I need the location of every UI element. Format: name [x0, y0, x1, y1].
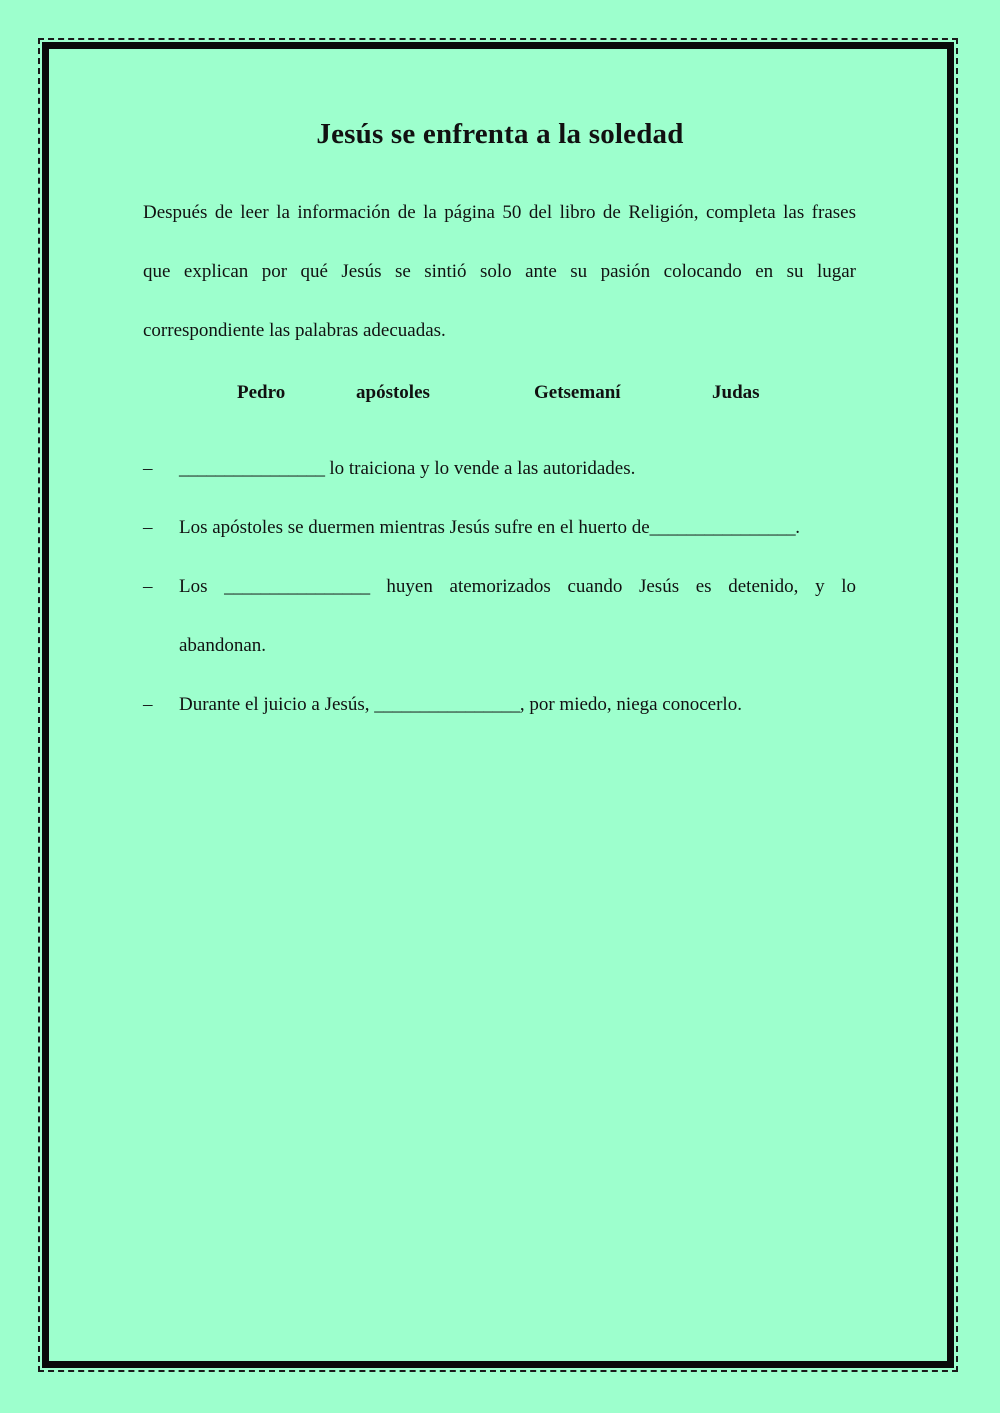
answer-blank[interactable]: ________________	[179, 458, 325, 479]
exercise-text-before: Los apóstoles se duermen mientras Jesús sufre en el huerto de	[179, 517, 650, 538]
exercise-text	[179, 439, 856, 498]
exercise-text	[179, 675, 856, 734]
dash-bullet: –	[143, 517, 153, 538]
exercise-text-after: lo traiciona y lo vende a las autoridades.	[324, 458, 636, 479]
word-bank-item[interactable]: Judas	[712, 382, 760, 403]
exercise-text	[179, 498, 856, 557]
instructions-line-3: correspondiente las palabras adecuadas.	[143, 320, 446, 341]
exercise-item-3-continuation	[143, 616, 856, 675]
answer-blank[interactable]: ________________	[649, 517, 796, 538]
dash-bullet: –	[143, 576, 153, 597]
exercise-text-after: .	[795, 517, 801, 538]
instructions-line-2: que explican por qué Jesús se sintió solo ante su pasión colocando en su lugar	[143, 261, 856, 282]
exercise-text-after: huyen atemorizados cuando Jesús es detenido, y lo	[386, 576, 856, 597]
exercise-text-after: , por miedo, niega conocerlo.	[519, 694, 742, 715]
worksheet-title: Jesús se enfrenta a la soledad	[316, 118, 684, 150]
answer-blank[interactable]: ________________	[374, 694, 520, 715]
exercise-item-4	[143, 675, 856, 734]
exercise-text-before: Los	[179, 576, 225, 597]
word-bank-item[interactable]: Pedro	[237, 382, 286, 403]
exercise-text-before: Durante el juicio a Jesús,	[179, 694, 375, 715]
word-bank-item[interactable]: Getsemaní	[534, 382, 621, 403]
exercise-item-1	[143, 439, 856, 498]
exercise-text-continuation: abandonan.	[179, 635, 267, 656]
exercise-item-3	[143, 557, 856, 616]
exercise-text	[179, 557, 856, 616]
instructions	[143, 183, 856, 360]
dash-bullet: –	[143, 694, 153, 715]
word-bank-item[interactable]: apóstoles	[356, 382, 430, 403]
dash-bullet: –	[143, 458, 153, 479]
exercise-item-2	[143, 498, 856, 557]
answer-blank[interactable]: ________________	[224, 576, 370, 597]
instructions-line-1: Después de leer la información de la página 50 del libro de Religión, completa las frases	[143, 202, 856, 223]
